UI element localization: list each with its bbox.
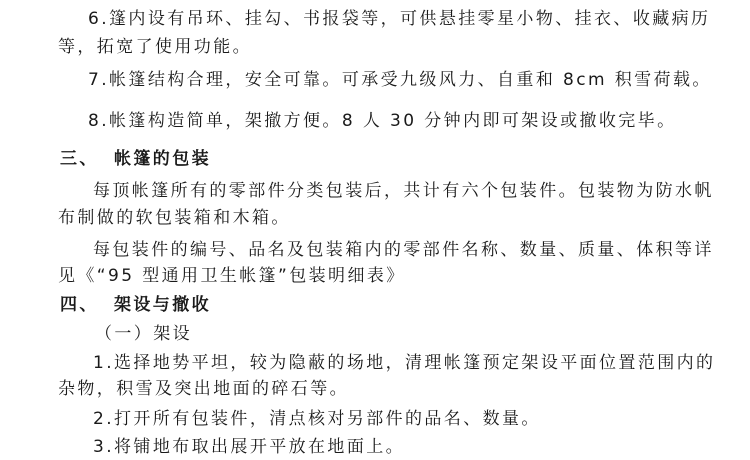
section-4-number: 四、 [60,295,99,315]
step-1-line-2: 杂物，积雪及突出地面的碎石等。 [58,379,349,399]
section-3-number: 三、 [60,149,99,169]
item-6-line-1: 6.篷内设有吊环、挂勾、书报袋等，可供悬挂零星小物、挂衣、收藏病历 [88,9,711,29]
para-1-line-1: 每顶帐篷所有的零部件分类包装后，共计有六个包装件。包装物为防水帆 [93,181,714,201]
subsection-1-heading: （一）架设 [95,324,192,344]
step-2: 2.打开所有包装件，清点核对另部件的品名、数量。 [93,409,541,429]
item-7: 7.帐篷结构合理，安全可靠。可承受九级风力、自重和 8cm 积雪荷载。 [88,70,712,90]
item-8: 8.帐篷构造简单，架撤方便。8 人 30 分钟内即可架设或撤收完毕。 [88,111,677,131]
section-4-heading [60,294,211,316]
para-2-line-2: 见《“95 型通用卫生帐篷”包装明细表》 [58,266,406,286]
step-3: 3.将铺地布取出展开平放在地面上。 [93,437,406,457]
para-2-line-1: 每包装件的编号、品名及包装箱内的零部件名称、数量、质量、体积等详 [93,240,714,260]
section-3-heading [60,148,211,170]
section-4-title: 架设与撤收 [114,295,211,315]
section-3-title: 帐篷的包装 [114,149,211,169]
item-6-line-2: 等，拓宽了使用功能。 [58,37,252,57]
step-1-line-1: 1.选择地势平坦，较为隐蔽的场地，清理帐篷预定架设平面位置范围内的 [93,353,716,373]
para-1-line-2: 布制做的软包装箱和木箱。 [58,208,291,228]
